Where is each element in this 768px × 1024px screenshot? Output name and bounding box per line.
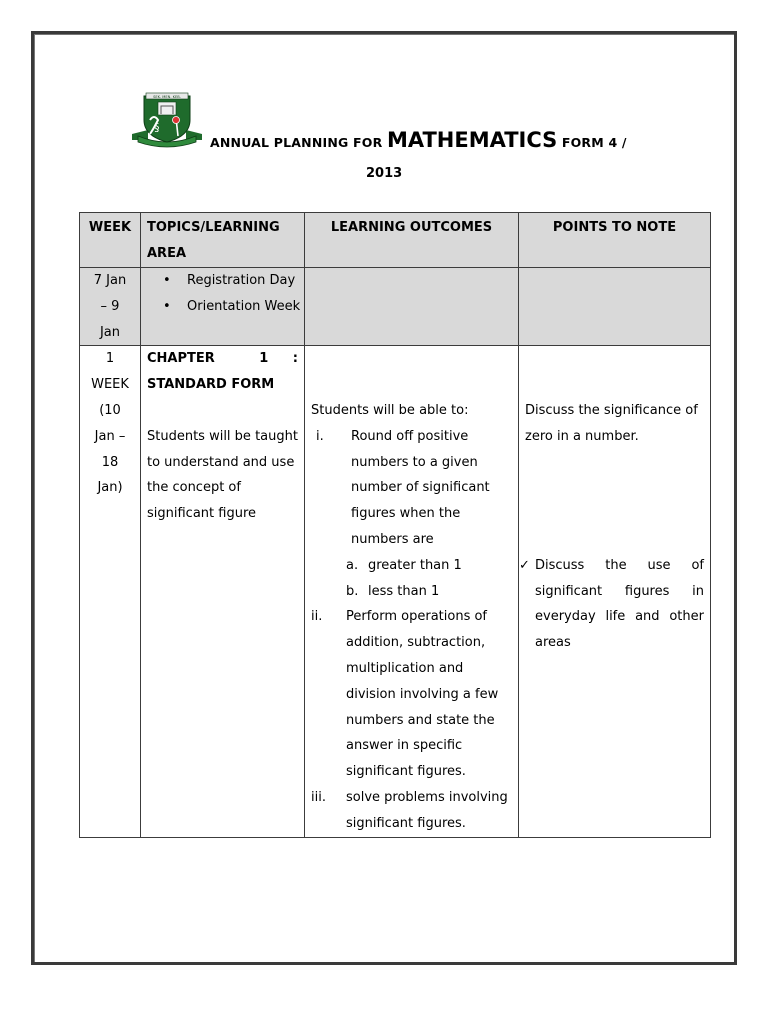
header-topics: TOPICS/LEARNING AREA: [141, 213, 305, 268]
header-points-to-note: POINTS TO NOTE: [519, 213, 711, 268]
outcomes-intro: Students will be able to:: [311, 402, 469, 418]
svg-text:§: §: [154, 121, 160, 134]
header-week: WEEK: [80, 213, 141, 268]
list-item: • Registration Day: [187, 268, 304, 294]
list-item: b. less than 1: [346, 583, 440, 599]
week-cell: 7 Jan – 9 Jan: [80, 268, 141, 346]
notes-cell: [519, 268, 711, 346]
chapter-heading: CHAPTER 1 :: [147, 351, 298, 367]
list-item: ii. Perform operations of addition, subtraction, multiplication and division involving a few numbers and state the answer in specific significant figures.: [311, 609, 499, 780]
list-item: iii. solve problems involving significant figures.: [311, 789, 508, 831]
week-cell: 1 WEEK (10 Jan – 18 Jan): [80, 346, 141, 837]
header-learning-outcomes: LEARNING OUTCOMES: [305, 213, 519, 268]
document-title: [210, 128, 627, 152]
chapter-title: STANDARD FORM: [147, 377, 275, 393]
document-year: 2013: [366, 166, 403, 181]
table-row: [80, 346, 711, 837]
outcomes-cell: [305, 268, 519, 346]
annual-plan-table: [79, 212, 711, 838]
note-significance-of-zero: Discuss the significance of zero in a number.: [525, 402, 698, 444]
note-use-of-significant-figures: ✓ Discuss the use of significant figures in everyday life and other areas: [525, 553, 704, 656]
topics-cell: [141, 346, 305, 837]
notes-cell: [519, 346, 711, 837]
outcomes-cell: [305, 346, 519, 837]
topic-description: Students will be taught to understand and use the concept of significant figure: [147, 428, 298, 522]
title-suffix: FORM 4 /: [557, 135, 627, 150]
school-crest-logo: [128, 90, 206, 150]
list-item: • Orientation Week: [187, 294, 304, 320]
title-prefix: ANNUAL PLANNING FOR: [210, 135, 387, 150]
list-item: a. greater than 1: [346, 557, 462, 573]
svg-text:SEK. MEN. KEB.: SEK. MEN. KEB.: [153, 94, 181, 99]
title-subject: MATHEMATICS: [386, 128, 558, 152]
topics-cell: [141, 268, 305, 346]
checkmark-icon: ✓: [519, 557, 530, 573]
table-header-row: [80, 213, 711, 268]
list-item: i. Round off positive numbers to a given number of significant figures when the numbers are: [316, 428, 490, 547]
table-row: [80, 268, 711, 346]
